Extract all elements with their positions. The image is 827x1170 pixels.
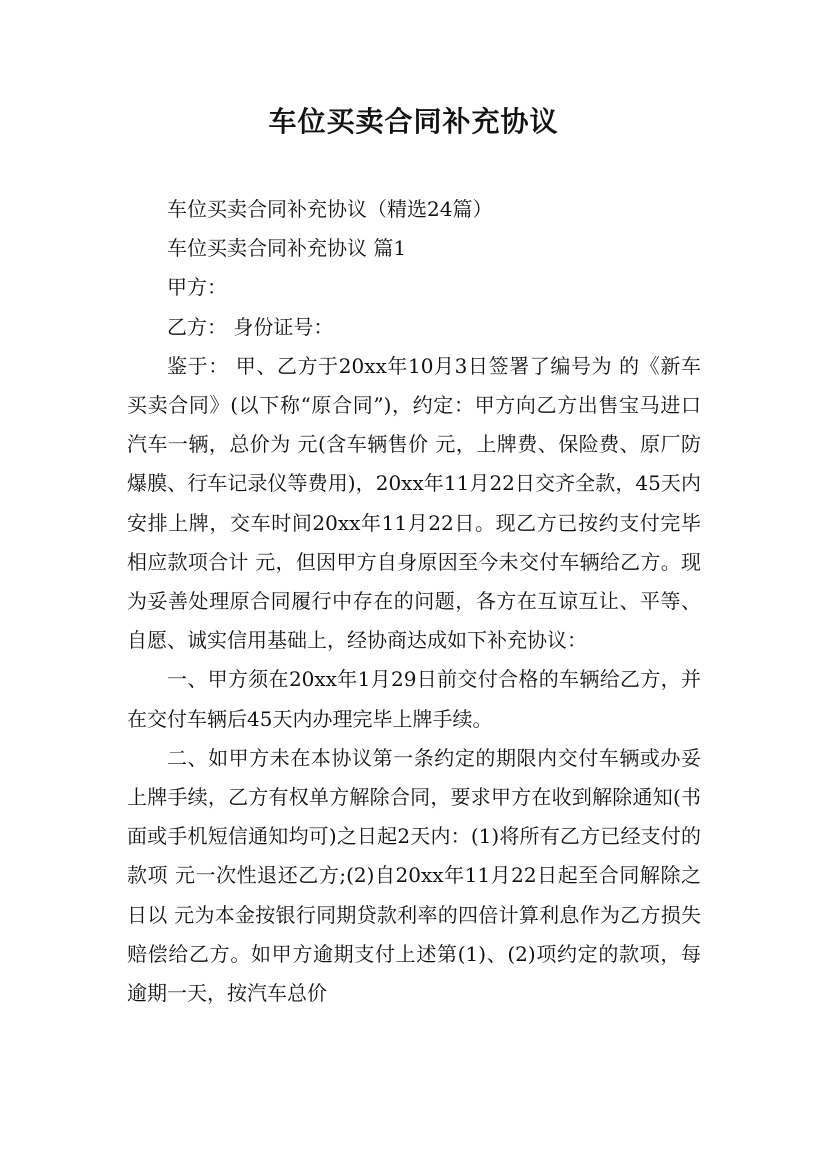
document-title: 车位买卖合同补充协议 xyxy=(268,105,559,138)
paragraph-clause-1: 一、甲方须在20xx年1月29日前交付合格的车辆给乙方，并在交付车辆后45天内办理完毕上牌手续。 xyxy=(127,667,701,731)
document-body xyxy=(127,190,701,1013)
paragraph-clause-2: 二、如甲方未在本协议第一条约定的期限内交付车辆或办妥上牌手续，乙方有权单方解除合同，要求甲方在收到解除通知(书面或手机短信通知均可)之日起2天内：(1)将所有乙方已经支付的款项 元一次性退还乙方;(2)自20xx年11月22日起至合同解除之日以 元为本金按银行同期贷款利率的四倍计算利息作为乙方损失赔偿给乙方。如甲方逾期支付上述第(1)、(2)项约定的款项，每逾期一天，按汽车总价 xyxy=(127,745,701,1006)
paragraph-section-heading: 车位买卖合同补充协议 篇1 xyxy=(167,236,407,261)
paragraph-party-a: 甲方： xyxy=(167,275,227,300)
paragraph-whereas: 鉴于： 甲、乙方于20xx年10月3日签署了编号为 的《新车买卖合同》(以下称“原合同”)，约定：甲方向乙方出售宝马进口汽车一辆，总价为 元(含车辆售价 元，上牌费、保险费、原厂防爆膜、行车记录仪等费用)，20xx年11月22日交齐全款，45天内安排上牌，交车时间20xx年11月22日。现乙方已按约支付完毕相应款项合计 元，但因甲方自身原因至今未交付车辆给乙方。现为妥善处理原合同履行中存在的问题，各方在互谅互让、平等、自愿、诚实信用基础上，经协商达成如下补充协议： xyxy=(127,353,701,653)
paragraph-subtitle: 车位买卖合同补充协议（精选24篇） xyxy=(167,197,493,221)
paragraph-party-b: 乙方： 身份证号： xyxy=(167,314,334,339)
